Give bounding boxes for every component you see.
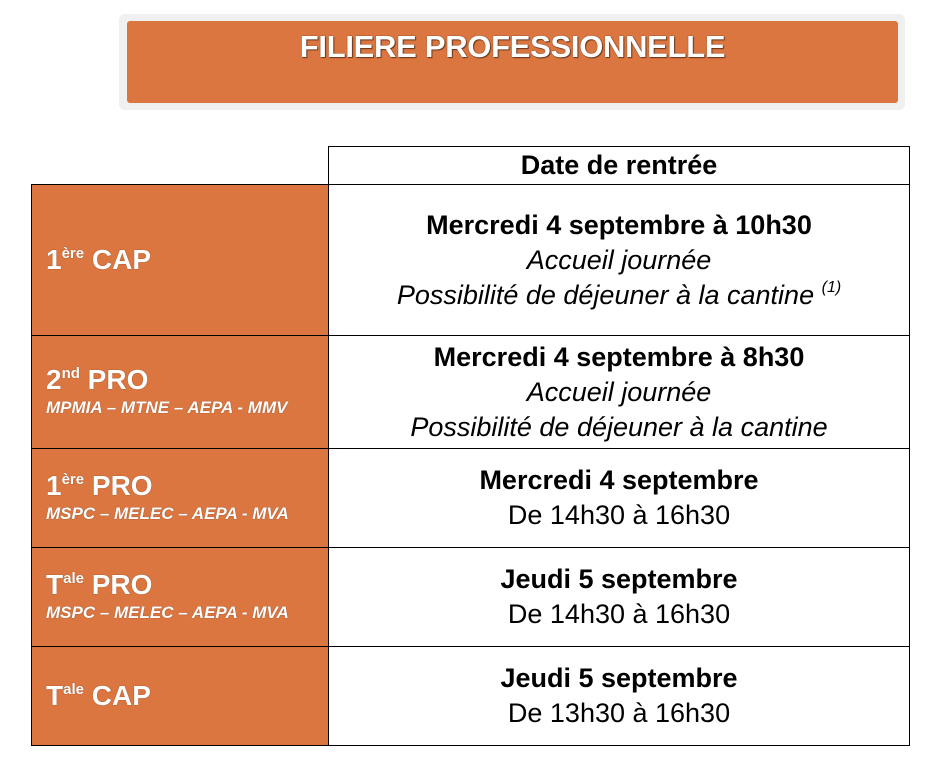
class-specialties: MPMIA – MTNE – AEPA - MMV (46, 397, 288, 417)
class-specialties: MSPC – MELEC – AEPA - MVA (46, 503, 289, 523)
class-label: 2nd PRO (46, 363, 149, 395)
table-row (32, 548, 910, 647)
class-label: $T^{ale}$ PRO (46, 568, 153, 600)
class-label-cell (32, 647, 329, 746)
date-main: Mercredi 4 septembre (479, 465, 759, 495)
class-specialties: MSPC – MELEC – AEPA - MVA (46, 602, 289, 622)
table-row (32, 336, 910, 449)
class-label-cell (32, 336, 329, 449)
date-main: Mercredi 4 septembre à 10h30 (426, 209, 812, 240)
date-detail: De 13h30 à 16h30 (507, 698, 731, 728)
date-detail: Possibilité de déjeuner à la cantine (410, 411, 828, 442)
date-detail: Accueil journée (526, 376, 712, 407)
table-row (32, 449, 910, 548)
class-label-cell (32, 449, 329, 548)
date-cell (329, 185, 910, 336)
date-main: Mercredi 4 septembre à 8h30 (433, 341, 805, 372)
date-main: Jeudi 5 septembre (500, 663, 738, 693)
date-main: Jeudi 5 septembre (500, 564, 738, 594)
schedule-table (31, 146, 910, 746)
date-detail: De 14h30 à 16h30 (507, 599, 731, 629)
class-label-cell (32, 185, 329, 336)
page-title: FILIERE PROFESSIONNELLE (299, 29, 726, 64)
title-banner (127, 21, 898, 103)
date-cell (329, 548, 910, 647)
table-header-row (32, 147, 910, 185)
class-label: $T^{ale}$ CAP (46, 680, 151, 711)
empty-corner-cell (32, 147, 329, 185)
date-cell (329, 647, 910, 746)
date-cell (329, 449, 910, 548)
class-label-cell (32, 548, 329, 647)
date-detail: De 14h30 à 16h30 (507, 500, 731, 530)
column-header-date: Date de rentrée (329, 147, 910, 185)
date-cell (329, 336, 910, 449)
footnote-marker: (1) (821, 278, 842, 296)
date-detail: Possibilité de déjeuner à la cantine $^{(1)}$ (396, 278, 842, 310)
date-detail: Accueil journée (526, 244, 712, 275)
class-label: 1ère CAP (46, 244, 152, 275)
class-label: 1ère PRO (46, 469, 153, 501)
table-row (32, 647, 910, 746)
table-row (32, 185, 910, 336)
